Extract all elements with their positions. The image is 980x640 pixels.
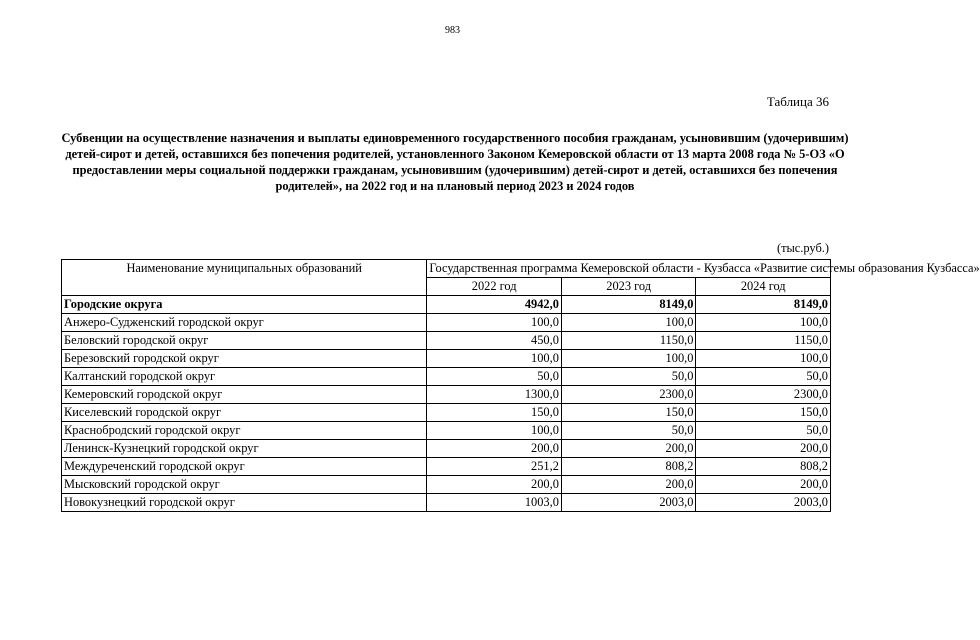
value-cell-2022: 1300,0	[427, 386, 562, 404]
value-cell-2023: 100,0	[561, 350, 696, 368]
value-cell-2022: 251,2	[427, 458, 562, 476]
value-cell-2023: 200,0	[561, 440, 696, 458]
value-cell-2023: 50,0	[561, 368, 696, 386]
value-cell-2023: 808,2	[561, 458, 696, 476]
table-row	[62, 476, 831, 494]
municipality-name-cell: Ленинск-Кузнецкий городской округ	[62, 440, 427, 458]
value-cell-2023: 1150,0	[561, 332, 696, 350]
table-caption: Таблица 36	[766, 94, 829, 109]
table-row	[62, 440, 831, 458]
value-cell-2024: 50,0	[696, 422, 831, 440]
value-cell-2024: 2300,0	[696, 386, 831, 404]
year-header-2022: 2022 год	[427, 278, 562, 296]
value-cell-2023: 2003,0	[561, 494, 696, 512]
value-cell-2022: 150,0	[427, 404, 562, 422]
value-cell-2022: 200,0	[427, 476, 562, 494]
value-cell-2023: 200,0	[561, 476, 696, 494]
units-label: (тыс.руб.)	[776, 241, 829, 255]
table-row	[62, 368, 831, 386]
value-cell-2023: 100,0	[561, 314, 696, 332]
table-row	[62, 494, 831, 512]
municipality-name-cell: Березовский городской округ	[62, 350, 427, 368]
value-cell-2023: 50,0	[561, 422, 696, 440]
value-cell-2024: 200,0	[696, 476, 831, 494]
value-cell-2024: 8149,0	[696, 296, 831, 314]
municipality-name-cell: Краснобродский городской округ	[62, 422, 427, 440]
table-row	[62, 332, 831, 350]
municipality-name-cell: Беловский городской округ	[62, 332, 427, 350]
value-cell-2024: 808,2	[696, 458, 831, 476]
table-row	[62, 314, 831, 332]
municipality-name-cell: Кемеровский городской округ	[62, 386, 427, 404]
name-column-header: Наименование муниципальных образований	[62, 260, 427, 296]
value-cell-2024: 200,0	[696, 440, 831, 458]
program-column-header: Государственная программа Кемеровской области - Кузбасса «Развитие системы образования Кузбасса»	[427, 260, 831, 278]
municipality-name-cell: Анжеро-Судженский городской округ	[62, 314, 427, 332]
table-row	[62, 350, 831, 368]
value-cell-2024: 2003,0	[696, 494, 831, 512]
page-number: 983	[445, 25, 460, 36]
value-cell-2024: 150,0	[696, 404, 831, 422]
value-cell-2023: 8149,0	[561, 296, 696, 314]
subsidy-table	[61, 259, 980, 512]
value-cell-2022: 200,0	[427, 440, 562, 458]
value-cell-2024: 100,0	[696, 350, 831, 368]
table-body	[62, 296, 831, 512]
table-row	[62, 404, 831, 422]
municipality-name-cell: Междуреченский городской округ	[62, 458, 427, 476]
table-row	[62, 422, 831, 440]
table-row	[62, 386, 831, 404]
value-cell-2022: 4942,0	[427, 296, 562, 314]
table-row	[62, 458, 831, 476]
municipality-name-cell: Калтанский городской округ	[62, 368, 427, 386]
municipality-name-cell: Мысковский городской округ	[62, 476, 427, 494]
year-header-2023: 2023 год	[561, 278, 696, 296]
municipality-name-cell: Городские округа	[62, 296, 427, 314]
value-cell-2022: 100,0	[427, 350, 562, 368]
value-cell-2023: 150,0	[561, 404, 696, 422]
value-cell-2023: 2300,0	[561, 386, 696, 404]
value-cell-2022: 100,0	[427, 314, 562, 332]
value-cell-2024: 1150,0	[696, 332, 831, 350]
municipality-name-cell: Новокузнецкий городской округ	[62, 494, 427, 512]
table-header-row	[62, 260, 831, 278]
year-header-2024: 2024 год	[696, 278, 831, 296]
value-cell-2022: 50,0	[427, 368, 562, 386]
municipality-name-cell: Киселевский городской округ	[62, 404, 427, 422]
document-title: Субвенции на осуществление назначения и выплаты единовременного государственного пособия гражданам, усыновившим (удочерившим) детей-сирот и детей, оставшихся без попечения родителей, установленного Законом Кемеровской области от 13 марта 2008 года № 5-ОЗ «О предоставлении меры социальной поддержки гражданам, усыновившим (удочерившим) детей-сирот и детей, оставшихся без попечения родителей», на 2022 год и на плановый период 2023 и 2024 годов	[61, 131, 849, 193]
value-cell-2024: 50,0	[696, 368, 831, 386]
value-cell-2022: 100,0	[427, 422, 562, 440]
table-row	[62, 296, 831, 314]
value-cell-2022: 450,0	[427, 332, 562, 350]
value-cell-2022: 1003,0	[427, 494, 562, 512]
value-cell-2024: 100,0	[696, 314, 831, 332]
